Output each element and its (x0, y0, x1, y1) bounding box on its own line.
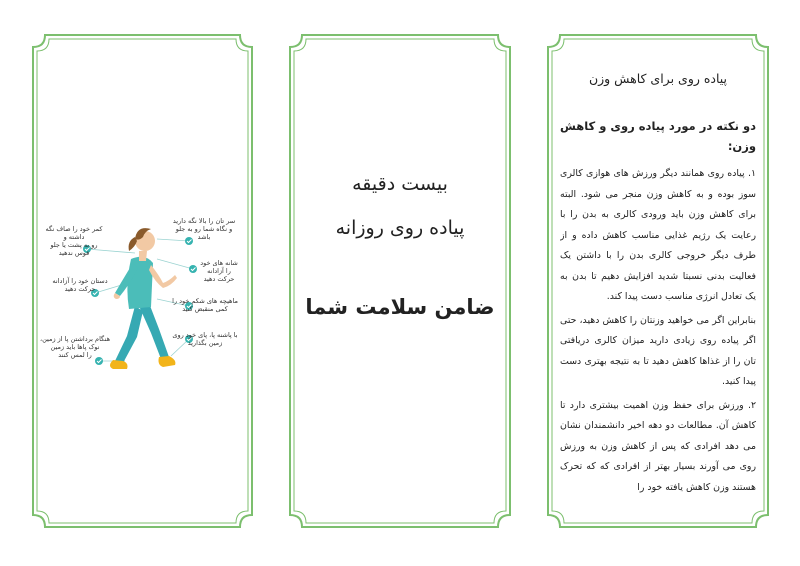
middle-panel (288, 33, 512, 529)
left-panel (31, 33, 254, 529)
caption-arms: دستان خود را آزادانه حرکت دهید (52, 277, 108, 293)
article-title: پیاده روی برای کاهش وزن (588, 71, 728, 86)
panel-frame (288, 33, 512, 529)
caption-abdomen: ماهیچه های شکم خود را کمی منقبض کنید (172, 297, 238, 313)
cover-line-3: ضامن سلامت شما (305, 295, 495, 319)
walking-posture-illustration (39, 211, 239, 381)
article-subtitle: دو نکته در مورد پیاده روی و کاهش وزن: (560, 119, 756, 153)
cover-line-1: بیست دقیقه (352, 173, 448, 195)
caption-shoulders: شانه های خود را آزادانه حرکت دهید (200, 259, 238, 283)
paragraph-1: ۱. پیاده روی همانند دیگر ورزش های هوازی کالری سوز بوده و به کاهش وزن منجر می شود. البته برای کاهش وزن باید ورودی کالری به بدن را با رعایت یک رژیم غذایی مناسب کاهش داده و از طرف دیگر خروجی کالری بدن را با داشتن یک فعالیت بدنی نسبتا شدید افزایش دهیم تا بدن به یک تعادل انرژی مناسب دست پیدا کند. (560, 168, 756, 302)
cover-line-2: پیاده روی روزانه (335, 217, 465, 239)
paragraph-2: بنابراین اگر می خواهید وزنتان را کاهش دهید، حتی اگر پیاده روی زیادی دارید میزان کالری دریافتی تان را از غذاها کاهش دهید تا به نتیجه بهتری دست پیدا کنید. (560, 314, 756, 387)
paragraph-3: ۲. ورزش برای حفظ وزن اهمیت بیشتری دارد تا کاهش آن. مطالعات دو دهه اخیر دانشمندان نشان می دهد افرادی که پس از کاهش وزن به ورزش روی می آورند بسیار بهتر از افرادی که که تحرک هستند وزن کاهش یافته خود را (560, 399, 756, 493)
caption-back-straight: کمر خود را صاف نگه داشته و رو به پشت یا جلو قوس ندهید (45, 225, 103, 257)
caption-heel: با پاشنه پا، پای خود روی زمین بگذارید (172, 331, 238, 347)
article-body (560, 71, 756, 521)
caption-toes: هنگام برداشتن پا از زمین، نوک پاها باید زمین را لمس کنند (39, 335, 111, 359)
caption-head-up: سر تان را بالا نگه دارید و نگاه شما رو به جلو باشد (172, 217, 236, 241)
right-panel (546, 33, 770, 529)
